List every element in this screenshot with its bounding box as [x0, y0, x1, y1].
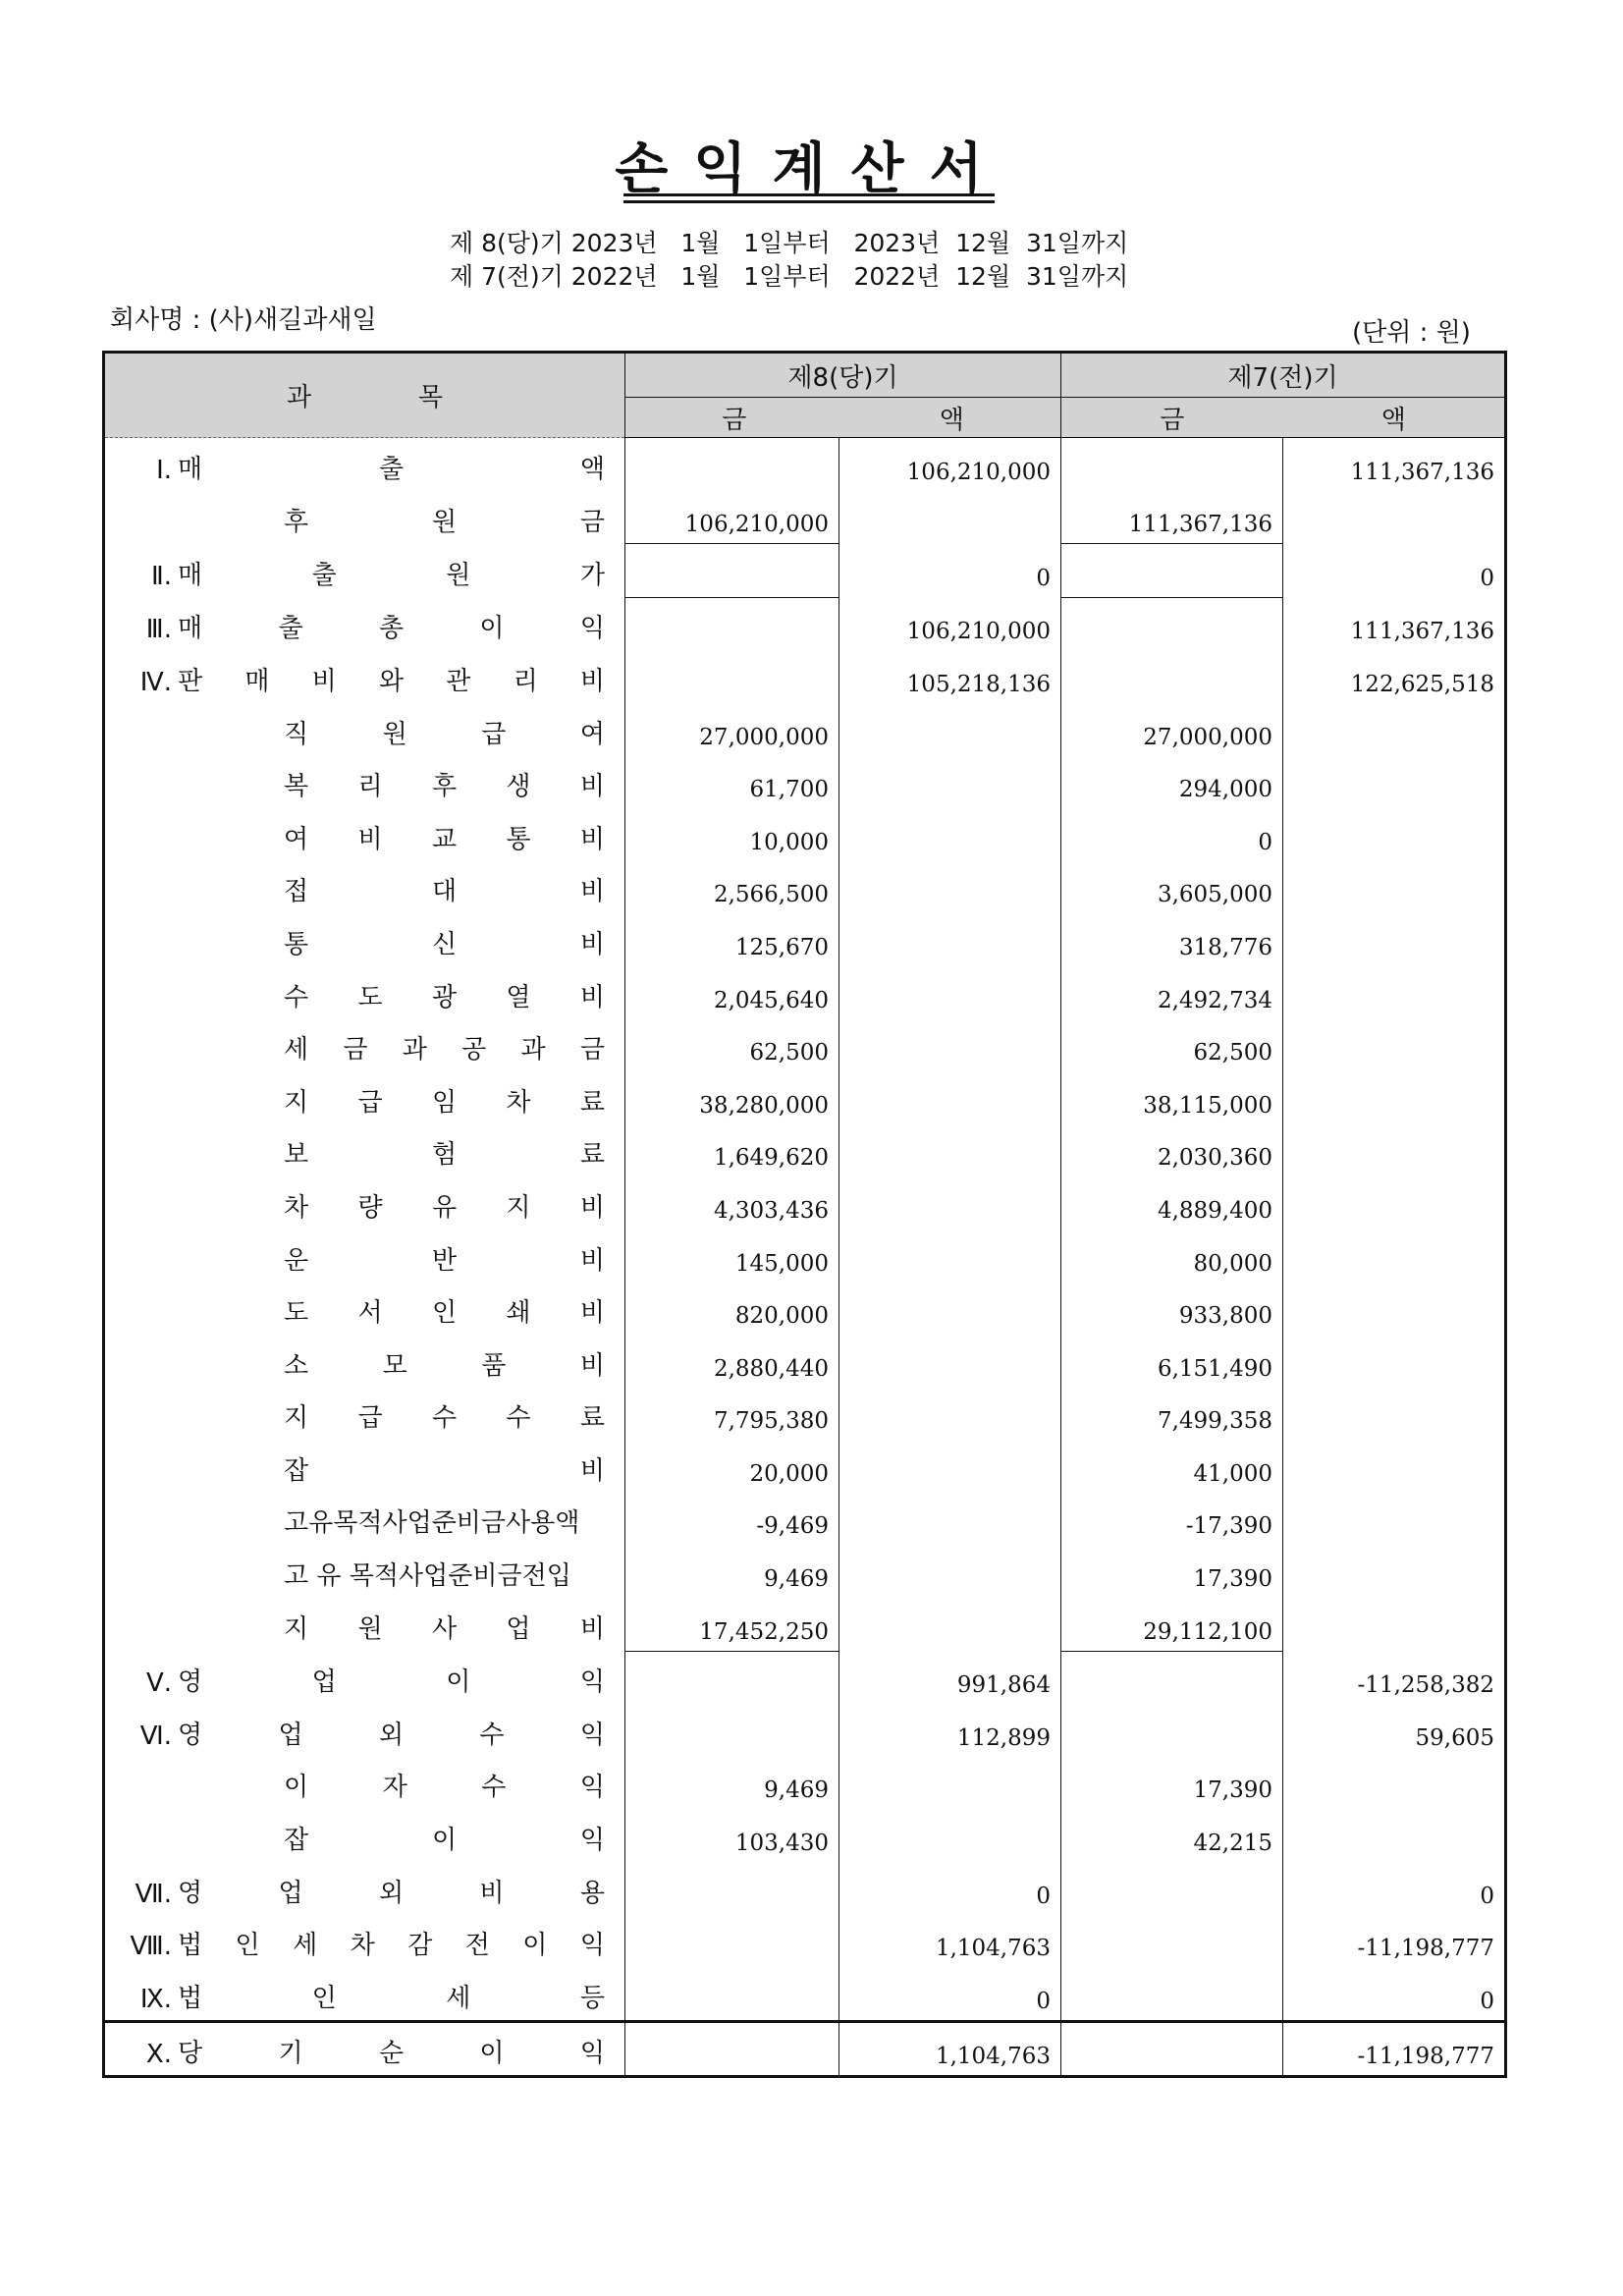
- amount-cur-tot: [839, 1598, 1061, 1651]
- row-roman-numeral: Ⅸ.: [139, 1984, 172, 2014]
- statement-row: [104, 650, 1506, 703]
- statement-row: [104, 1440, 1506, 1493]
- row-account-name: 차 량 유 지 비: [284, 1192, 605, 1223]
- statement-row: [104, 808, 1506, 861]
- row-subject: [104, 1809, 625, 1862]
- amount-cur-sub: 4,303,436: [625, 1176, 839, 1230]
- amount-pri-tot: 59,605: [1283, 1704, 1506, 1757]
- amount-pri-tot: [1283, 861, 1506, 914]
- row-subject: [104, 438, 625, 491]
- row-account-name: 통 신 비: [284, 929, 605, 959]
- amount-pri-sub: 3,605,000: [1061, 861, 1283, 914]
- row-roman-numeral: Ⅱ.: [150, 562, 172, 592]
- amount-pri-sub: 62,500: [1061, 1019, 1283, 1072]
- amount-cur-sub: [625, 1915, 839, 1968]
- amount-cur-sub: 38,280,000: [625, 1071, 839, 1124]
- row-account-name: 고유목적사업준비금사용액: [284, 1508, 580, 1539]
- amount-cur-sub: [625, 1704, 839, 1757]
- amount-cur-sub: 2,045,640: [625, 966, 839, 1019]
- amount-pri-tot: [1283, 756, 1506, 809]
- company-name: 회사명 : (사)새길과새일: [110, 305, 377, 335]
- amount-cur-tot: [839, 491, 1061, 544]
- amount-pri-sub: [1061, 1651, 1283, 1704]
- amount-cur-tot: [839, 1809, 1061, 1862]
- row-account-name: 당 기 순 이 익: [178, 2039, 605, 2069]
- amount-pri-sub: 111,367,136: [1061, 491, 1283, 544]
- row-subject: [104, 1598, 625, 1651]
- amount-cur-tot: [839, 1124, 1061, 1177]
- amount-cur-tot: [839, 1176, 1061, 1230]
- amount-pri-sub: 933,800: [1061, 1283, 1283, 1336]
- row-account-name: 수 도 광 열 비: [284, 982, 605, 1012]
- row-subject: [104, 1388, 625, 1441]
- amount-pri-tot: [1283, 1283, 1506, 1336]
- column-header-subject: 과 목: [104, 353, 625, 438]
- row-subject: [104, 1440, 625, 1493]
- row-subject: [104, 1335, 625, 1388]
- row-roman-numeral: Ⅷ.: [130, 1932, 172, 1962]
- row-account-name: 판 매 비 와 관 리 비: [178, 666, 605, 696]
- amount-pri-tot: 0: [1283, 1862, 1506, 1915]
- amount-pri-sub: 17,390: [1061, 1545, 1283, 1598]
- row-account-name: 직 원 급 여: [284, 719, 605, 749]
- amount-pri-tot: [1283, 1493, 1506, 1546]
- amount-cur-tot: [839, 703, 1061, 756]
- unit-label: (단위 : 원): [1352, 318, 1471, 348]
- amount-pri-tot: -11,198,777: [1283, 1915, 1506, 1968]
- amount-pri-sub: [1061, 544, 1283, 598]
- statement-row: [104, 1124, 1506, 1177]
- amount-cur-sub: [625, 1651, 839, 1704]
- amount-cur-sub: [625, 544, 839, 598]
- amount-cur-sub: [625, 1862, 839, 1915]
- row-subject: [104, 1862, 625, 1915]
- row-account-name: 여 비 교 통 비: [284, 824, 605, 854]
- amount-pri-sub: 318,776: [1061, 913, 1283, 966]
- amount-pri-tot: 111,367,136: [1283, 597, 1506, 650]
- statement-row: [104, 703, 1506, 756]
- row-subject: [104, 1757, 625, 1810]
- statement-rows: [104, 438, 1506, 2077]
- row-subject: [104, 2021, 625, 2077]
- row-roman-numeral: Ⅲ.: [145, 615, 172, 645]
- row-subject: [104, 1230, 625, 1283]
- row-account-name: 지 급 임 차 료: [284, 1087, 605, 1118]
- row-subject: [104, 544, 625, 598]
- row-account-name: 영 업 이 익: [178, 1667, 605, 1698]
- statement-row: [104, 491, 1506, 544]
- statement-row: [104, 2021, 1506, 2077]
- amount-cur-sub: 9,469: [625, 1545, 839, 1598]
- amount-pri-sub: 2,492,734: [1061, 966, 1283, 1019]
- amount-pri-sub: 0: [1061, 808, 1283, 861]
- amount-cur-tot: 105,218,136: [839, 650, 1061, 703]
- row-subject: [104, 650, 625, 703]
- amount-cur-sub: [625, 650, 839, 703]
- amount-cur-tot: [839, 1335, 1061, 1388]
- row-account-name: 매 출 총 이 익: [178, 614, 605, 644]
- row-account-name: 복 리 후 생 비: [284, 772, 605, 802]
- amount-pri-sub: [1061, 1704, 1283, 1757]
- statement-row: [104, 1176, 1506, 1230]
- amount-cur-sub: 9,469: [625, 1757, 839, 1810]
- amount-cur-tot: [839, 1757, 1061, 1810]
- amount-cur-sub: 62,500: [625, 1019, 839, 1072]
- amount-pri-tot: 0: [1283, 544, 1506, 598]
- row-subject: [104, 1915, 625, 1968]
- statement-row: [104, 1493, 1506, 1546]
- row-subject: [104, 756, 625, 809]
- title-underline: [623, 193, 995, 196]
- column-header-current-period: 제8(당)기: [625, 353, 1061, 398]
- statement-row: [104, 1388, 1506, 1441]
- row-account-name: 고 유 목적사업준비금전입: [284, 1561, 571, 1592]
- row-roman-numeral: Ⅹ.: [145, 2040, 172, 2070]
- amount-pri-tot: 122,625,518: [1283, 650, 1506, 703]
- amount-pri-sub: 2,030,360: [1061, 1124, 1283, 1177]
- row-subject: [104, 1283, 625, 1336]
- row-subject: [104, 1545, 625, 1598]
- amount-pri-tot: [1283, 913, 1506, 966]
- amount-pri-tot: [1283, 1019, 1506, 1072]
- row-subject: [104, 1967, 625, 2021]
- amount-pri-tot: -11,198,777: [1283, 2021, 1506, 2077]
- column-header-prior-amount: 금 액: [1061, 398, 1506, 438]
- amount-pri-sub: 294,000: [1061, 756, 1283, 809]
- row-account-name: 운 반 비: [284, 1245, 605, 1276]
- amount-pri-tot: [1283, 1176, 1506, 1230]
- amount-pri-tot: [1283, 703, 1506, 756]
- amount-cur-tot: [839, 1388, 1061, 1441]
- statement-row: [104, 1545, 1506, 1598]
- amount-pri-tot: [1283, 1598, 1506, 1651]
- amount-pri-tot: [1283, 1757, 1506, 1810]
- amount-pri-tot: [1283, 1335, 1506, 1388]
- amount-pri-sub: [1061, 1967, 1283, 2021]
- amount-cur-tot: [839, 1071, 1061, 1124]
- statement-row: [104, 1019, 1506, 1072]
- amount-pri-tot: [1283, 1545, 1506, 1598]
- row-subject: [104, 861, 625, 914]
- amount-cur-tot: 106,210,000: [839, 438, 1061, 491]
- amount-pri-sub: 6,151,490: [1061, 1335, 1283, 1388]
- statement-row: [104, 1862, 1506, 1915]
- row-account-name: 잡 이 익: [284, 1826, 605, 1856]
- row-account-name: 영 업 외 수 익: [178, 1720, 605, 1750]
- row-account-name: 이 자 수 익: [284, 1773, 605, 1803]
- row-subject: [104, 913, 625, 966]
- column-header-current-amount: 금 액: [625, 398, 1061, 438]
- amount-cur-sub: [625, 1967, 839, 2021]
- row-account-name: 영 업 외 비 용: [178, 1878, 605, 1908]
- amount-cur-sub: 7,795,380: [625, 1388, 839, 1441]
- row-roman-numeral: Ⅴ.: [145, 1668, 172, 1699]
- amount-pri-tot: [1283, 1124, 1506, 1177]
- amount-cur-tot: [839, 1283, 1061, 1336]
- row-account-name: 매 출 액: [178, 454, 605, 484]
- row-subject: [104, 597, 625, 650]
- amount-pri-tot: 111,367,136: [1283, 438, 1506, 491]
- statement-row: [104, 966, 1506, 1019]
- statement-row: [104, 1598, 1506, 1651]
- amount-pri-sub: 4,889,400: [1061, 1176, 1283, 1230]
- amount-cur-sub: 103,430: [625, 1809, 839, 1862]
- row-subject: [104, 1704, 625, 1757]
- amount-cur-sub: 820,000: [625, 1283, 839, 1336]
- amount-pri-sub: [1061, 1915, 1283, 1968]
- amount-cur-sub: 106,210,000: [625, 491, 839, 544]
- amount-cur-tot: [839, 808, 1061, 861]
- statement-row: [104, 1651, 1506, 1704]
- amount-pri-tot: [1283, 1388, 1506, 1441]
- row-account-name: 세 금 과 공 과 금: [284, 1035, 605, 1066]
- amount-cur-tot: [839, 756, 1061, 809]
- statement-row: [104, 861, 1506, 914]
- amount-pri-tot: [1283, 808, 1506, 861]
- amount-pri-sub: 80,000: [1061, 1230, 1283, 1283]
- period-current: 제 8(당)기 2023년 1월 1일부터 2023년 12월 31일까지: [450, 229, 1129, 257]
- row-subject: [104, 1071, 625, 1124]
- amount-cur-sub: [625, 2021, 839, 2077]
- statement-row: [104, 544, 1506, 598]
- amount-cur-sub: 61,700: [625, 756, 839, 809]
- amount-cur-sub: 20,000: [625, 1440, 839, 1493]
- amount-pri-sub: 17,390: [1061, 1757, 1283, 1810]
- document-title: 손익계산서: [615, 137, 1008, 201]
- amount-pri-sub: 29,112,100: [1061, 1598, 1283, 1651]
- statement-row: [104, 1809, 1506, 1862]
- amount-cur-tot: [839, 1545, 1061, 1598]
- amount-cur-tot: 1,104,763: [839, 2021, 1061, 2077]
- statement-row: [104, 1335, 1506, 1388]
- row-account-name: 보 험 료: [284, 1140, 605, 1171]
- statement-row: [104, 438, 1506, 491]
- row-account-name: 매 출 원 가: [178, 561, 605, 591]
- row-account-name: 지 급 수 수 료: [284, 1403, 605, 1434]
- amount-pri-tot: [1283, 966, 1506, 1019]
- amount-cur-sub: [625, 597, 839, 650]
- amount-pri-sub: [1061, 650, 1283, 703]
- amount-cur-tot: [839, 1230, 1061, 1283]
- amount-cur-tot: 0: [839, 1967, 1061, 2021]
- amount-pri-tot: 0: [1283, 1967, 1506, 2021]
- period-prior: 제 7(전)기 2022년 1월 1일부터 2022년 12월 31일까지: [450, 262, 1129, 291]
- amount-pri-tot: [1283, 491, 1506, 544]
- amount-pri-sub: 27,000,000: [1061, 703, 1283, 756]
- statement-row: [104, 1915, 1506, 1968]
- statement-row: [104, 597, 1506, 650]
- column-header-prior-period: 제7(전)기: [1061, 353, 1506, 398]
- income-statement-table: [102, 351, 1507, 2078]
- row-roman-numeral: Ⅳ.: [139, 667, 172, 697]
- row-subject: [104, 491, 625, 544]
- amount-cur-tot: [839, 966, 1061, 1019]
- row-subject: [104, 1124, 625, 1177]
- row-account-name: 법 인 세 등: [178, 1983, 605, 2013]
- statement-row: [104, 1071, 1506, 1124]
- title-underline-double: [623, 200, 995, 203]
- amount-pri-tot: [1283, 1071, 1506, 1124]
- row-roman-numeral: Ⅰ.: [156, 455, 172, 485]
- amount-pri-tot: [1283, 1809, 1506, 1862]
- amount-cur-tot: 0: [839, 544, 1061, 598]
- row-account-name: 잡 비: [284, 1455, 605, 1486]
- amount-cur-tot: 106,210,000: [839, 597, 1061, 650]
- amount-pri-tot: [1283, 1230, 1506, 1283]
- amount-cur-tot: 0: [839, 1862, 1061, 1915]
- row-roman-numeral: Ⅵ.: [139, 1721, 172, 1751]
- amount-cur-tot: 991,864: [839, 1651, 1061, 1704]
- amount-pri-sub: 42,215: [1061, 1809, 1283, 1862]
- amount-cur-sub: 2,566,500: [625, 861, 839, 914]
- amount-pri-tot: -11,258,382: [1283, 1651, 1506, 1704]
- row-subject: [104, 966, 625, 1019]
- amount-pri-sub: [1061, 438, 1283, 491]
- amount-cur-sub: [625, 438, 839, 491]
- amount-pri-sub: 41,000: [1061, 1440, 1283, 1493]
- row-account-name: 법 인 세 차 감 전 이 익: [178, 1931, 605, 1961]
- row-account-name: 소 모 품 비: [284, 1350, 605, 1381]
- amount-cur-sub: 17,452,250: [625, 1598, 839, 1651]
- row-subject: [104, 1019, 625, 1072]
- statement-row: [104, 1283, 1506, 1336]
- statement-row: [104, 756, 1506, 809]
- row-account-name: 후 원 금: [284, 507, 605, 537]
- amount-cur-sub: 27,000,000: [625, 703, 839, 756]
- amount-cur-tot: [839, 913, 1061, 966]
- amount-cur-sub: -9,469: [625, 1493, 839, 1546]
- amount-pri-sub: [1061, 597, 1283, 650]
- amount-pri-sub: [1061, 2021, 1283, 2077]
- row-subject: [104, 808, 625, 861]
- amount-cur-sub: 1,649,620: [625, 1124, 839, 1177]
- amount-cur-tot: 1,104,763: [839, 1915, 1061, 1968]
- amount-cur-sub: 2,880,440: [625, 1335, 839, 1388]
- amount-cur-sub: 145,000: [625, 1230, 839, 1283]
- statement-row: [104, 1967, 1506, 2021]
- row-roman-numeral: Ⅶ.: [135, 1879, 172, 1909]
- amount-cur-tot: [839, 1440, 1061, 1493]
- statement-row: [104, 913, 1506, 966]
- amount-cur-tot: [839, 1019, 1061, 1072]
- amount-pri-sub: 38,115,000: [1061, 1071, 1283, 1124]
- row-account-name: 지 원 사 업 비: [284, 1614, 605, 1645]
- amount-pri-tot: [1283, 1440, 1506, 1493]
- row-subject: [104, 1651, 625, 1704]
- row-subject: [104, 703, 625, 756]
- amount-pri-sub: 7,499,358: [1061, 1388, 1283, 1441]
- amount-cur-tot: 112,899: [839, 1704, 1061, 1757]
- statement-row: [104, 1757, 1506, 1810]
- row-account-name: 접 대 비: [284, 877, 605, 907]
- row-subject: [104, 1176, 625, 1230]
- amount-cur-sub: 125,670: [625, 913, 839, 966]
- row-subject: [104, 1493, 625, 1546]
- amount-cur-sub: 10,000: [625, 808, 839, 861]
- row-account-name: 도 서 인 쇄 비: [284, 1298, 605, 1329]
- amount-pri-sub: -17,390: [1061, 1493, 1283, 1546]
- amount-cur-tot: [839, 861, 1061, 914]
- amount-cur-tot: [839, 1493, 1061, 1546]
- statement-row: [104, 1704, 1506, 1757]
- statement-row: [104, 1230, 1506, 1283]
- amount-pri-sub: [1061, 1862, 1283, 1915]
